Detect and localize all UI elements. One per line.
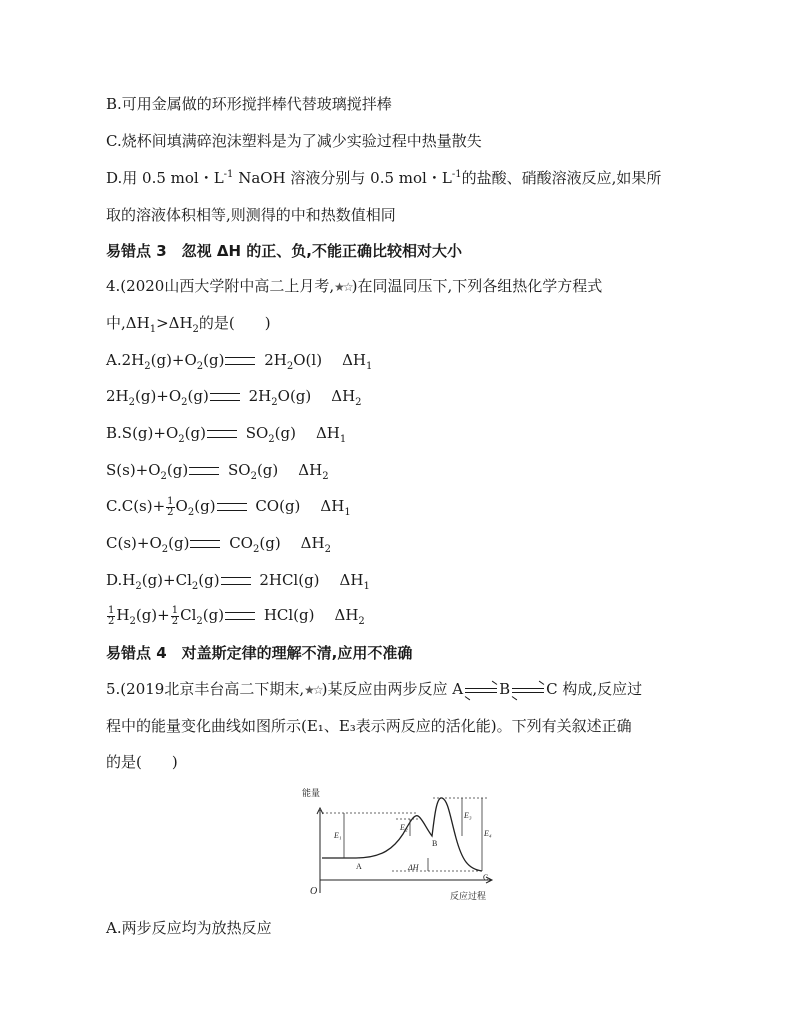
label-delta-h: ΔH: [408, 863, 419, 872]
equals-sign: [190, 540, 220, 548]
origin-label: O: [310, 886, 318, 897]
reversible-arrow-icon: [512, 686, 544, 695]
difficulty-star-icon: ★☆: [334, 280, 352, 294]
equals-sign: [189, 467, 219, 475]
energy-profile-diagram: [300, 786, 500, 904]
equals-sign: [225, 357, 255, 365]
question-4-line2: 中$,\Delta H_1>\Delta H_2$的是( ): [106, 314, 271, 335]
option-c: C.烧杯间填满碎泡沫塑料是为了减少实验过程中热量散失: [106, 132, 482, 150]
heading-error-point-3: 易错点 3 忽视 ΔH 的正、负,不能正确比较相对大小: [106, 242, 462, 260]
fraction-one-half: $\frac{1}{2}$: [108, 604, 115, 627]
option-b: B.可用金属做的环形搅拌棒代替玻璃搅拌棒: [106, 95, 392, 113]
equals-sign: [210, 393, 240, 401]
equals-sign: [207, 430, 237, 438]
label-b: B: [432, 839, 438, 848]
question-4-line1: 4.(2020山西大学附中高二上月考,★☆)在同温同压下,下列各组热化学方程式: [106, 277, 603, 295]
option-d-line2: 取的溶液体积相等,则测得的中和热数值相同: [106, 206, 396, 224]
option-4b-eq2: $S(s)+O_2(g)$ $SO_2(g)$ $\Delta H_2$: [106, 461, 329, 482]
option-4b-eq1: $B.S(g)+O_2(g)$ $SO_2(g)$ $\Delta H_1$: [106, 424, 347, 445]
reversible-arrow-icon: [465, 686, 497, 695]
option-4d-eq1: $D.H_2(g)+Cl_2(g)$ 2HCl(g) $\Delta H_1$: [106, 571, 370, 592]
option-d-line1: D.用 0.5 mol・$L^{-1}$ NaOH 溶液分别与 0.5 mol・$L^{-1}$的盐酸、硝酸溶液反应,如果所: [106, 169, 662, 187]
option-5a: A.两步反应均为放热反应: [106, 919, 272, 937]
y-axis-label-top: 能量: [302, 788, 321, 798]
option-4d-eq2: $\frac{1}{2}$ $H_2(g)+$ $\frac{1}{2}$ $Cl_2(g)$ HCl(g) $\Delta H_2$: [108, 604, 365, 627]
question-5-line1: 5.(2019北京丰台高二下期末,★☆)某反应由两步反应 A B C 构成,反应过: [106, 680, 643, 698]
label-e4: E₄: [484, 829, 492, 838]
fraction-one-half: $\frac{1}{2}$: [167, 495, 174, 518]
label-c: C: [483, 873, 489, 882]
option-4c-eq2: $C(s)+O_2(g)$ $CO_2(g)$ $\Delta H_2$: [106, 534, 331, 555]
heading-error-point-4: 易错点 4 对盖斯定律的理解不清,应用不准确: [106, 644, 413, 662]
equals-sign: [225, 612, 255, 620]
option-4a-eq2: $2H_2(g)+O_2(g)$ $2H_2O(g)$ $\Delta H_2$: [106, 387, 362, 408]
x-axis-label: 反应过程: [450, 891, 487, 901]
label-e1: E₁: [334, 831, 342, 840]
option-4c-eq1: C.C(s)+ $\frac{1}{2}$ $O_2(g)$ CO(g) $\Delta H_1$: [106, 495, 351, 518]
energy-curve: [322, 798, 482, 871]
label-e2: E₂: [400, 823, 408, 832]
fraction-one-half: $\frac{1}{2}$: [171, 604, 179, 627]
equals-sign: [221, 577, 251, 585]
question-5-line3: 的是( ): [106, 753, 178, 771]
label-a: A: [356, 862, 362, 871]
difficulty-star-icon: ★☆: [304, 683, 322, 697]
equals-sign: [217, 503, 247, 511]
option-4a-eq1: $A.2H_2(g)+O_2(g)$ $2H_2O(l)$ $\Delta H_1$: [106, 351, 373, 372]
label-e3: E₃: [464, 811, 472, 820]
question-5-line2: 程中的能量变化曲线如图所示(E₁、E₃表示两反应的活化能)。下列有关叙述正确: [106, 717, 632, 735]
